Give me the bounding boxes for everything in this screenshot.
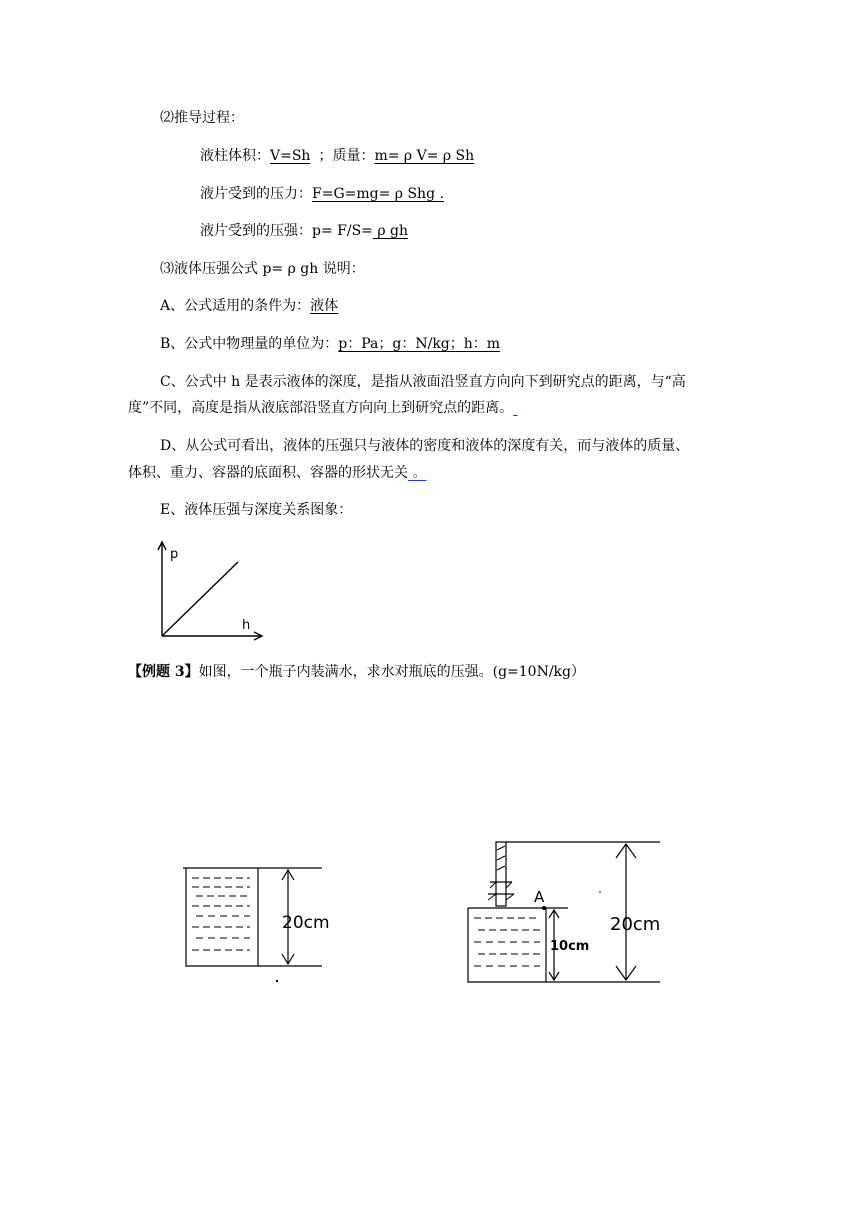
item-c-line2-text: 度”不同，高度是指从液底部沿竖直方向向上到研究点的距离。 <box>128 400 514 416</box>
item-c-line2 <box>128 398 519 418</box>
big-dimension-label: 20cm <box>610 914 661 935</box>
item-d-tail: 。 <box>408 465 427 481</box>
stray-dot <box>276 980 278 982</box>
volume-mass-line <box>200 146 474 166</box>
neck-hatching <box>488 846 514 900</box>
example-3-tag: 【例题 3】 <box>128 664 199 680</box>
item-d-line1: D、从公式可看出，液体的压强只与液体的密度和液体的深度有关，而与液体的质量、 <box>160 438 690 454</box>
item-e-label: E、液体压强与深度关系图象： <box>160 502 353 518</box>
container-figure-left <box>178 860 348 990</box>
mass-value: m= ρ V= ρ Sh <box>374 148 475 164</box>
pressure-value: ρ gh <box>372 223 409 239</box>
pressure-line <box>200 221 408 241</box>
item-d-line2-text: 体积、重力、容器的底面积、容器的形状无关 <box>128 465 408 481</box>
pressure-prefix: p= F/S= <box>312 223 373 239</box>
mass-label: ；质量： <box>318 148 375 164</box>
volume-label: 液柱体积： <box>200 148 270 164</box>
bottle-water-dashes <box>474 918 540 966</box>
container-outline <box>186 868 258 966</box>
example-3 <box>128 662 585 682</box>
volume-value: V=Sh <box>270 148 311 164</box>
point-a-label: A <box>534 888 545 906</box>
pressure-depth-graph <box>150 538 270 642</box>
speck <box>599 891 601 893</box>
section-2-title: ⑵推导过程： <box>160 110 244 126</box>
item-d-line2 <box>128 463 426 483</box>
graph-y-label: p <box>170 547 179 562</box>
item-b-value: p：Pa；g：N/kg；h：m <box>338 336 501 352</box>
force-value: F=G=mg= ρ Shg . <box>312 186 444 202</box>
graph-x-label: h <box>242 618 251 633</box>
point-a-marker <box>542 906 546 910</box>
example-3-text: 如图，一个瓶子内装满水，求水对瓶底的压强。(g=10N/kg） <box>198 664 586 680</box>
item-a <box>160 296 338 316</box>
bottle-body <box>468 908 546 982</box>
pressure-line <box>162 562 238 636</box>
force-line <box>200 184 444 204</box>
item-a-label: A、公式适用的条件为： <box>160 298 311 314</box>
small-dimension-label: 10cm <box>550 939 590 954</box>
item-b-label: B、公式中物理量的单位为： <box>160 336 339 352</box>
pressure-label: 液片受到的压强： <box>200 223 312 239</box>
force-label: 液片受到的压力： <box>200 186 312 202</box>
item-a-value: 液体 <box>310 298 339 314</box>
bottle-neck <box>496 842 506 906</box>
left-dimension-label: 20cm <box>282 913 330 933</box>
item-c-line1: C、公式中 h 是表示液体的深度，是指从液面沿竖直方向向下到研究点的距离，与“高 <box>160 374 686 390</box>
item-c-blank <box>513 398 519 418</box>
item-b <box>160 334 500 354</box>
bottle-figure-right <box>460 838 680 988</box>
water-dashes <box>192 878 250 950</box>
section-3-title: ⑶液体压强公式 p= ρ gh 说明： <box>160 261 365 277</box>
